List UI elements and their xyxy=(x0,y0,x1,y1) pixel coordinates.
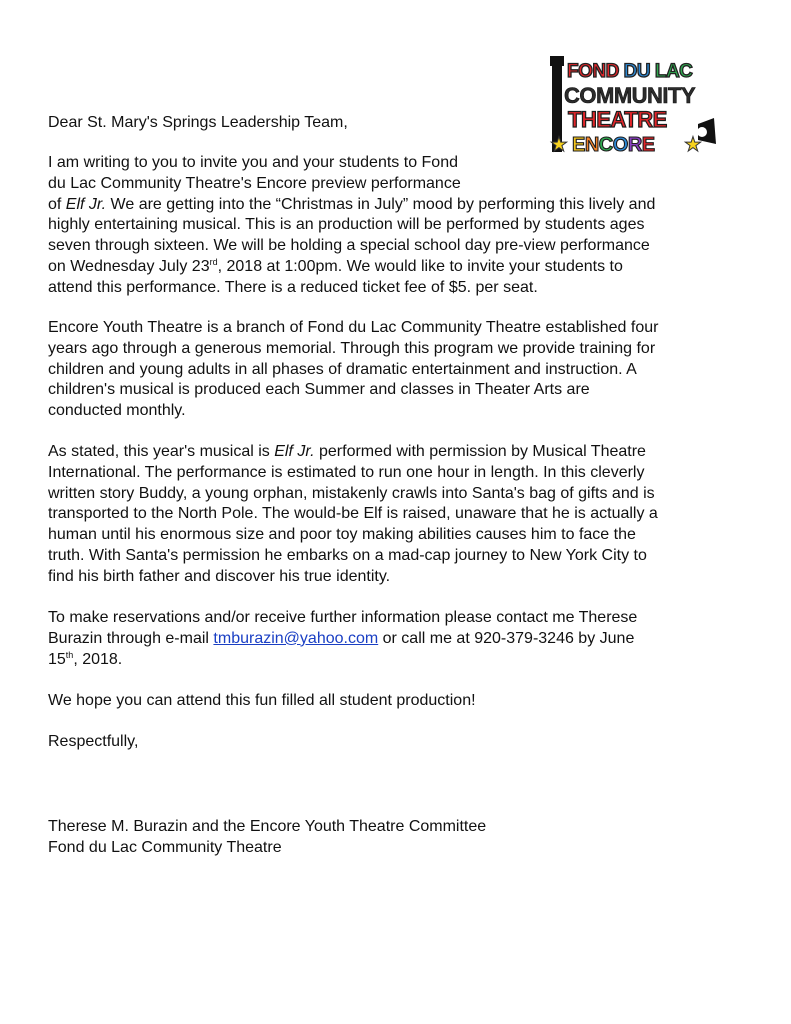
show-title: Elf Jr. xyxy=(65,195,107,213)
show-title: Elf Jr. xyxy=(274,443,315,460)
email-link[interactable]: tmburazin@yahoo.com xyxy=(213,629,379,647)
star-icon: ★ xyxy=(684,134,702,156)
closing: Respectfully, xyxy=(48,733,139,750)
paragraph-about: Encore Youth Theatre is a branch of Fond du Lac Community Theatre established four years ago through a generous memorial. Through this program we provide training for children and young adults in all phases of dramatic entertainment and instruction. A children's musical is produced each Summer and classes in Theater Arts are conducted monthly. xyxy=(48,319,659,420)
logo-line-fond-du-lac: FOND DU LAC xyxy=(567,61,693,82)
paragraph-invitation: I am writing to you to invite you and your students to Fond du Lac Community Theatre's Encore preview performance of Elf Jr. We are getting into the “Christmas in July” mood by performing this lively and highly entertaining musical. This is an production will be performed by students ages seven through sixteen. We will be holding a special school day pre-view performance on Wednesday July 23rd, 2018 at 1:00pm. We would like to invite your students to attend this performance. There is a reduced ticket fee of $5. per seat. xyxy=(48,154,656,296)
logo-line-theatre: THEATRE xyxy=(568,107,667,132)
logo-line-community: COMMUNITY xyxy=(564,83,696,108)
theatre-logo xyxy=(548,52,718,164)
paragraph-closing-note: We hope you can attend this fun filled all student production! xyxy=(48,692,476,709)
signature-block: Therese M. Burazin and the Encore Youth Theatre Committee Fond du Lac Community Theatre xyxy=(48,818,487,856)
paragraph-reservations: To make reservations and/or receive further information please contact me Therese Burazin through e-mail tmburazin@yahoo.com or call me at 920-379-3246 by June 15th, 2018. xyxy=(48,609,638,668)
salutation: Dear St. Mary's Springs Leadership Team, xyxy=(48,114,348,131)
paragraph-musical: As stated, this year's musical is Elf Jr. performed with permission by Musical Theatre International. The performance is estimated to run one hour in length. In this cleverly written story Buddy, a young orphan, mistakenly crawls into Santa's bag of gifts and is transported to the North Pole. The would-be Elf is raised, unaware that he is actually a human until his enormous size and poor toy making abilities causes him to face the truth. With Santa's permission he embarks on a mad-cap journey to New York City to find his birth father and discover his true identity. xyxy=(48,443,658,585)
star-icon: ★ xyxy=(550,134,568,156)
logo-line-encore: ENCORE xyxy=(572,134,655,156)
